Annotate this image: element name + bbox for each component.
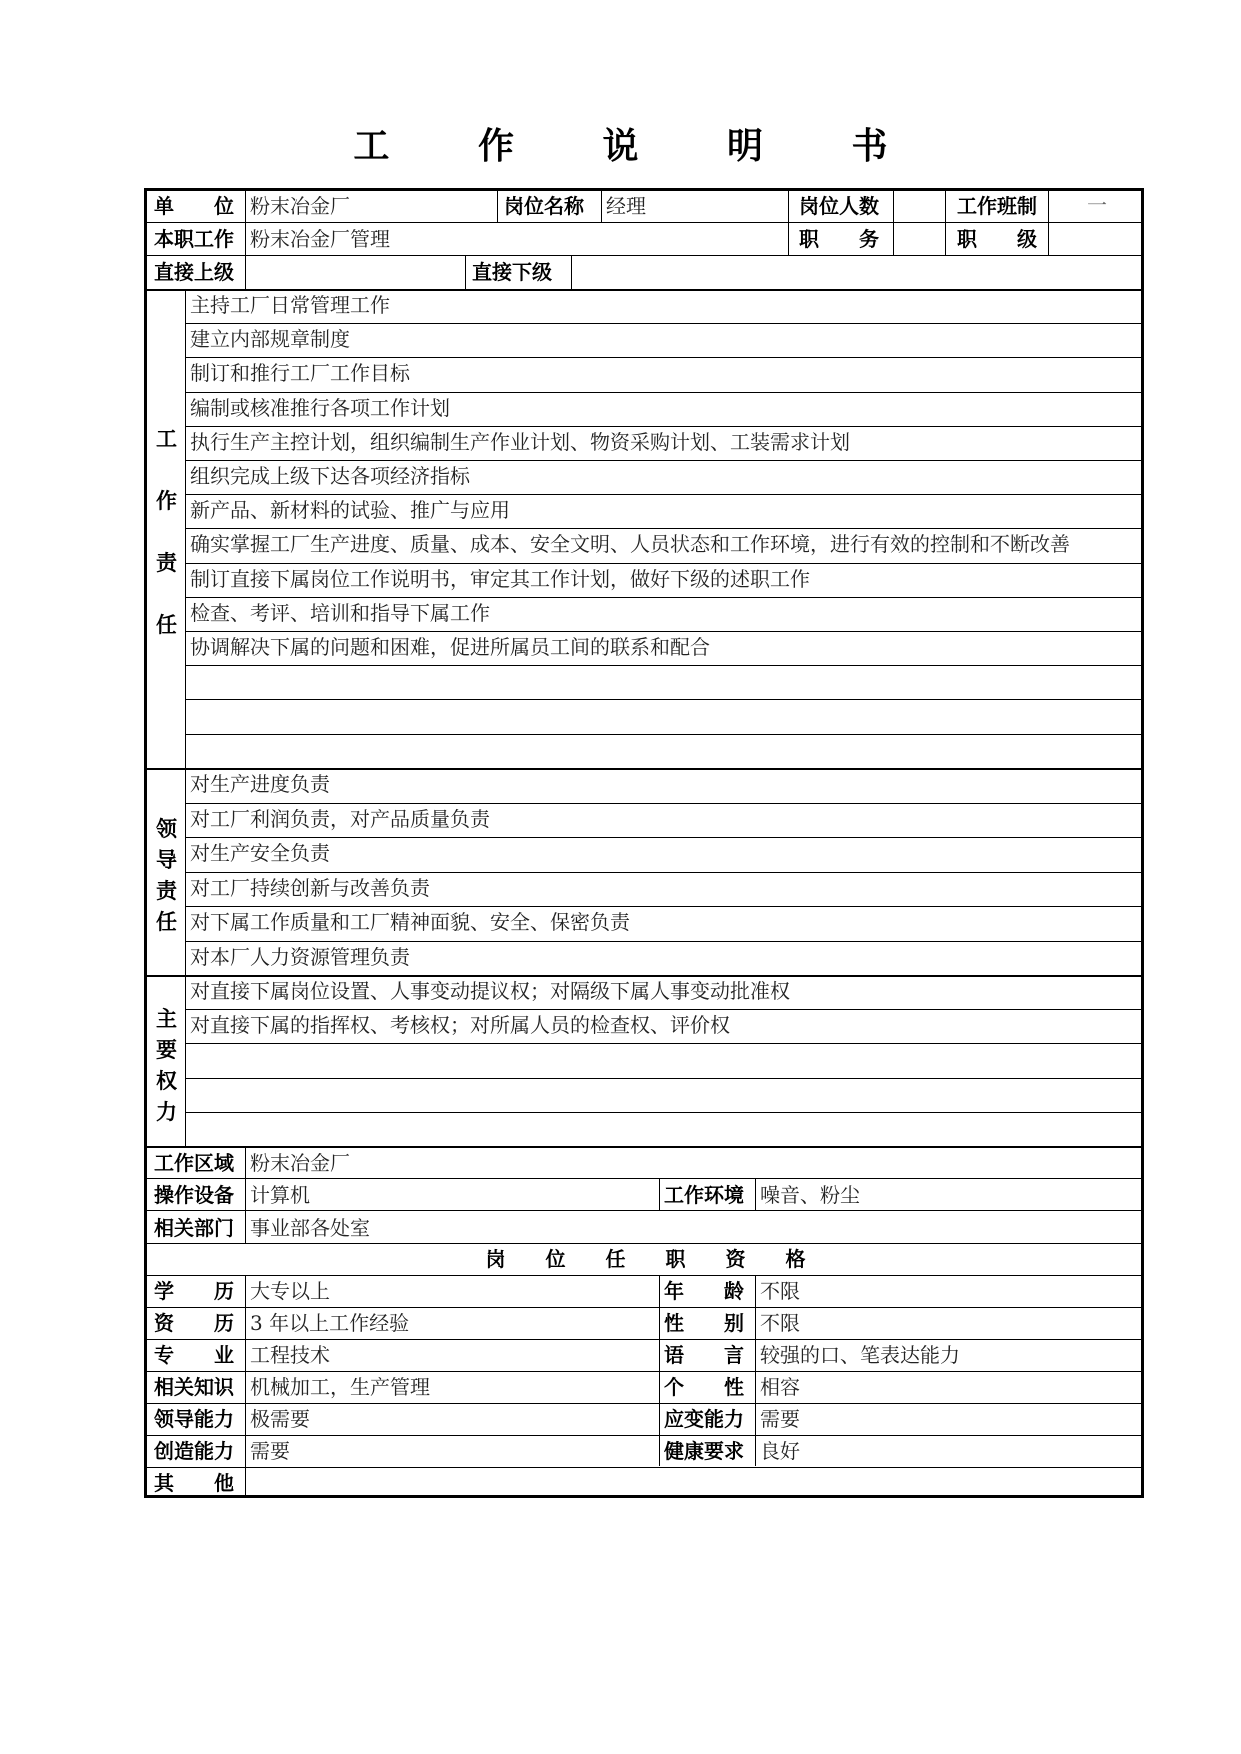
divider	[147, 1339, 1144, 1340]
divider	[147, 1371, 1144, 1372]
main-work-value: 粉末冶金厂管理	[250, 227, 390, 251]
qualification-label: 语 言	[664, 1343, 744, 1367]
work-area-value: 粉末冶金厂	[250, 1151, 350, 1175]
divider	[185, 357, 1144, 358]
divider	[497, 191, 498, 222]
responsibility-item: 主持工厂日常管理工作	[190, 293, 390, 317]
divider	[659, 1178, 660, 1210]
qualification-value: 相容	[760, 1375, 800, 1399]
divider	[245, 191, 246, 289]
responsibilities-label-char: 工	[156, 427, 177, 451]
unit-label: 单 位	[154, 194, 234, 218]
responsibilities-label-char: 责	[156, 551, 177, 575]
leadership-responsibility-item: 对生产进度负责	[190, 772, 330, 796]
position-name-value: 经理	[606, 194, 646, 218]
divider	[185, 563, 1144, 564]
responsibilities-label-char: 作	[156, 489, 177, 513]
leadership-label-char: 任	[156, 910, 177, 934]
responsibility-item: 执行生产主控计划，组织编制生产作业计划、物资采购计划、工装需求计划	[190, 429, 850, 454]
related-dept-value: 事业部各处室	[250, 1216, 370, 1240]
divider	[185, 1043, 1144, 1044]
responsibility-item: 检查、考评、培训和指导下属工作	[190, 600, 490, 625]
duty-label: 职 务	[799, 227, 879, 251]
divider	[185, 837, 1144, 838]
qualification-label: 相关知识	[154, 1375, 234, 1399]
shift-value: 一	[1087, 193, 1107, 217]
leadership-responsibility-item: 对下属工作质量和工厂精神面貌、安全、保密负责	[190, 910, 630, 934]
qualification-label: 健康要求	[664, 1439, 744, 1463]
position-name-label: 岗位名称	[504, 194, 584, 218]
unit-value: 粉末冶金厂	[250, 194, 350, 218]
divider	[147, 1210, 1144, 1211]
divider	[185, 941, 1144, 942]
divider	[147, 1146, 1144, 1148]
divider	[185, 494, 1144, 495]
other-label: 其 他	[154, 1471, 234, 1495]
qualification-value: 不限	[760, 1279, 800, 1303]
responsibility-item: 建立内部规章制度	[190, 327, 350, 352]
divider	[1048, 191, 1049, 255]
qualification-value: 需要	[760, 1407, 800, 1431]
qualification-label: 学 历	[154, 1279, 234, 1303]
divider	[147, 1243, 1144, 1244]
divider	[465, 255, 466, 289]
qualification-value: 工程技术	[250, 1343, 330, 1367]
divider	[147, 1403, 1144, 1404]
qualification-label: 资 历	[154, 1311, 234, 1335]
qualification-value: 较强的口、笔表达能力	[760, 1343, 960, 1367]
divider	[147, 289, 1144, 291]
divider	[185, 323, 1144, 324]
divider	[147, 1275, 1144, 1276]
qualification-label: 性 别	[664, 1311, 744, 1335]
divider	[185, 906, 1144, 907]
divider	[185, 665, 1144, 666]
divider	[185, 1078, 1144, 1079]
equipment-label: 操作设备	[154, 1183, 234, 1207]
authority-item: 对直接下属岗位设置、人事变动提议权；对隔级下属人事变动批准权	[190, 979, 790, 1003]
qualification-value: 3 年以上工作经验	[250, 1311, 410, 1335]
responsibility-item: 确实掌握工厂生产进度、质量、成本、安全文明、人员状态和工作环境，进行有效的控制和不断改善	[190, 532, 1070, 557]
superior-label: 直接上级	[154, 260, 234, 284]
shift-label: 工作班制	[957, 194, 1037, 218]
divider	[185, 734, 1144, 735]
divider	[185, 872, 1144, 873]
qualification-label: 年 龄	[664, 1279, 744, 1303]
page-title: 工 作 说 明 书	[353, 126, 926, 167]
qualification-value: 不限	[760, 1311, 800, 1335]
divider	[185, 597, 1144, 598]
divider	[571, 255, 572, 289]
authority-label-char: 要	[156, 1038, 177, 1062]
divider	[755, 1178, 756, 1210]
grade-label: 职 级	[957, 227, 1037, 251]
divider	[945, 191, 946, 255]
divider	[185, 426, 1144, 427]
work-area-label: 工作区域	[154, 1151, 234, 1175]
qualification-value: 机械加工，生产管理	[250, 1375, 430, 1399]
leadership-responsibility-item: 对工厂利润负责，对产品质量负责	[190, 806, 490, 831]
divider	[893, 191, 894, 255]
divider	[185, 1112, 1144, 1113]
divider	[788, 191, 789, 255]
divider	[185, 1009, 1144, 1010]
leadership-responsibility-item: 对本厂人力资源管理负责	[190, 944, 410, 969]
divider	[185, 528, 1144, 529]
divider	[185, 460, 1144, 461]
divider	[185, 392, 1144, 393]
leadership-label-char: 责	[156, 879, 177, 903]
qualification-value: 极需要	[250, 1407, 310, 1431]
responsibility-item: 制订和推行工厂工作目标	[190, 361, 410, 386]
qualification-label: 应变能力	[664, 1407, 744, 1431]
related-dept-label: 相关部门	[154, 1216, 234, 1240]
qualification-label: 个 性	[664, 1375, 744, 1399]
leadership-responsibility-item: 对工厂持续创新与改善负责	[190, 875, 430, 900]
divider	[185, 975, 186, 1146]
authority-label-char: 力	[156, 1100, 177, 1124]
divider	[147, 1467, 1144, 1468]
responsibility-item: 编制或核准推行各项工作计划	[190, 395, 450, 420]
main-work-label: 本职工作	[154, 227, 234, 251]
leadership-responsibility-item: 对生产安全负责	[190, 841, 330, 865]
responsibility-item: 组织完成上级下达各项经济指标	[190, 464, 470, 488]
divider	[245, 1275, 246, 1498]
divider	[147, 975, 1144, 977]
work-environment-label: 工作环境	[664, 1183, 744, 1207]
equipment-value: 计算机	[250, 1183, 310, 1207]
authority-label-char: 主	[156, 1007, 177, 1031]
qualification-value: 需要	[250, 1439, 290, 1463]
leadership-label-char: 导	[156, 848, 177, 872]
qualification-label: 专 业	[154, 1343, 234, 1367]
divider	[245, 1146, 246, 1243]
divider	[147, 768, 1144, 770]
headcount-label: 岗位人数	[799, 194, 879, 218]
responsibilities-label-char: 任	[156, 613, 177, 637]
leadership-label-char: 领	[156, 817, 177, 841]
divider	[601, 191, 602, 222]
divider	[185, 631, 1144, 632]
divider	[147, 1307, 1144, 1308]
qualification-value: 大专以上	[250, 1279, 330, 1303]
qualification-value: 良好	[760, 1439, 800, 1463]
divider	[185, 803, 1144, 804]
authority-item: 对直接下属的指挥权、考核权；对所属人员的检查权、评价权	[190, 1013, 730, 1038]
work-environment-value: 噪音、粉尘	[760, 1183, 860, 1207]
qualifications-title: 岗 位 任 职 资 格	[485, 1247, 806, 1271]
responsibility-item: 协调解决下属的问题和困难，促进所属员工间的联系和配合	[190, 635, 710, 659]
responsibility-item: 新产品、新材料的试验、推广与应用	[190, 498, 510, 523]
divider	[147, 1178, 1144, 1179]
qualification-label: 创造能力	[154, 1439, 234, 1463]
subordinate-label: 直接下级	[472, 260, 552, 284]
divider	[185, 699, 1144, 700]
divider	[147, 1435, 1144, 1436]
job-description-form	[144, 188, 1144, 1498]
responsibility-item: 制订直接下属岗位工作说明书，审定其工作计划，做好下级的述职工作	[190, 566, 810, 591]
authority-label-char: 权	[156, 1069, 177, 1093]
divider	[147, 222, 1144, 223]
divider	[147, 255, 1144, 256]
qualification-label: 领导能力	[154, 1407, 234, 1431]
